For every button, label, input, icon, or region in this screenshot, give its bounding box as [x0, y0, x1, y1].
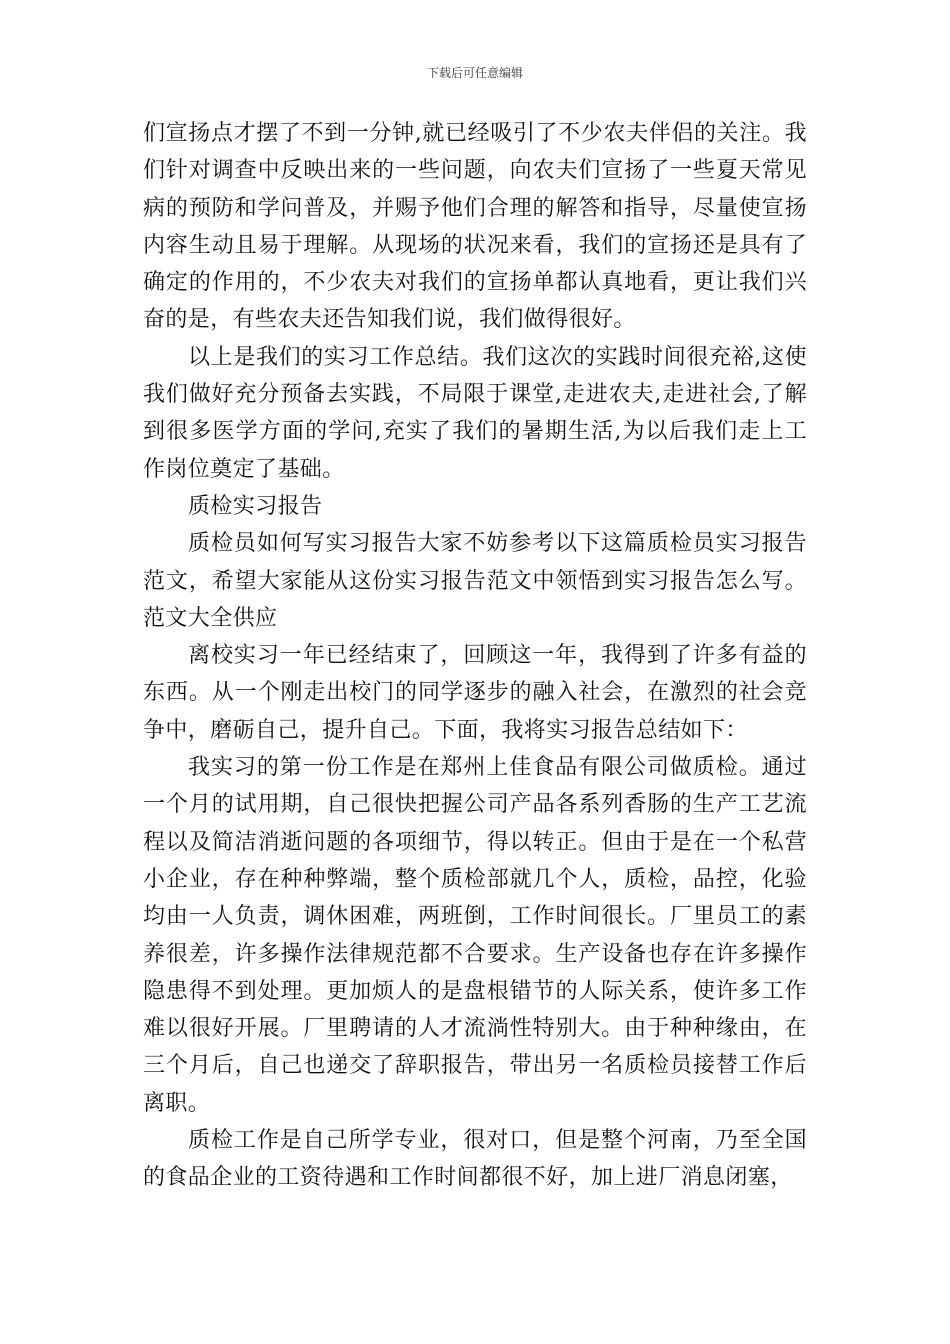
paragraph-1: 们宣扬点才摆了不到一分钟,就已经吸引了不少农夫伴侣的关注。我们针对调查中反映出来的一些问题，向农夫们宣扬了一些夏天常见病的预防和学问普及，并赐予他们合理的解答和指导，尽量使宣扬内容生动且易于理解。从现场的状况来看，我们的宣扬还是具有了确定的作用的，不少农夫对我们的宣扬单都认真地看，更让我们兴奋的是，有些农夫还告知我们说，我们做得很好。 [143, 121, 807, 333]
paragraph-4: 离校实习一年已经结束了，回顾这一年，我得到了许多有益的东西。从一个刚走出校门的同学逐步的融入社会，在激烈的社会竞争中，磨砺自己，提升自己。下面，我将实习报告总结如下： [143, 643, 807, 743]
page-header: 下载后可任意编辑 [426, 66, 523, 80]
document-body [143, 115, 807, 1197]
paragraph-3: 质检员如何写实习报告大家不妨参考以下这篇质检员实习报告范文，希望大家能从这份实习报告范文中领悟到实习报告怎么写。范文大全供应 [143, 531, 807, 631]
paragraph-5: 我实习的第一份工作是在郑州上佳食品有限公司做质检。通过一个月的试用期，自己很快把握公司产品各系列香肠的生产工艺流程以及简洁消逝问题的各项细节，得以转正。但由于是在一个私营小企业，存在种种弊端，整个质检部就几个人，质检，品控，化验均由一人负责，调休困难，两班倒，工作时间很长。厂里员工的素养很差，许多操作法律规范都不合要求。生产设备也存在许多操作隐患得不到处理。更加烦人的是盘根错节的人际关系，使许多工作难以很好开展。厂里聘请的人才流淌性特别大。由于种种缘由，在三个月后，自己也递交了辞职报告，带出另一名质检员接替工作后离职。 [143, 755, 807, 1116]
section-heading: 质检实习报告 [188, 493, 323, 519]
paragraph-6: 质检工作是自己所学专业，很对口，但是整个河南，乃至全国的食品企业的工资待遇和工作时间都很不好，加上进厂消息闭塞， [143, 1128, 807, 1191]
paragraph-2: 以上是我们的实习工作总结。我们这次的实践时间很充裕,这使我们做好充分预备去实践，不局限于课堂,走进农夫,走进社会,了解到很多医学方面的学问,充实了我们的暑期生活,为以后我们走上工作岗位奠定了基础。 [143, 344, 807, 482]
